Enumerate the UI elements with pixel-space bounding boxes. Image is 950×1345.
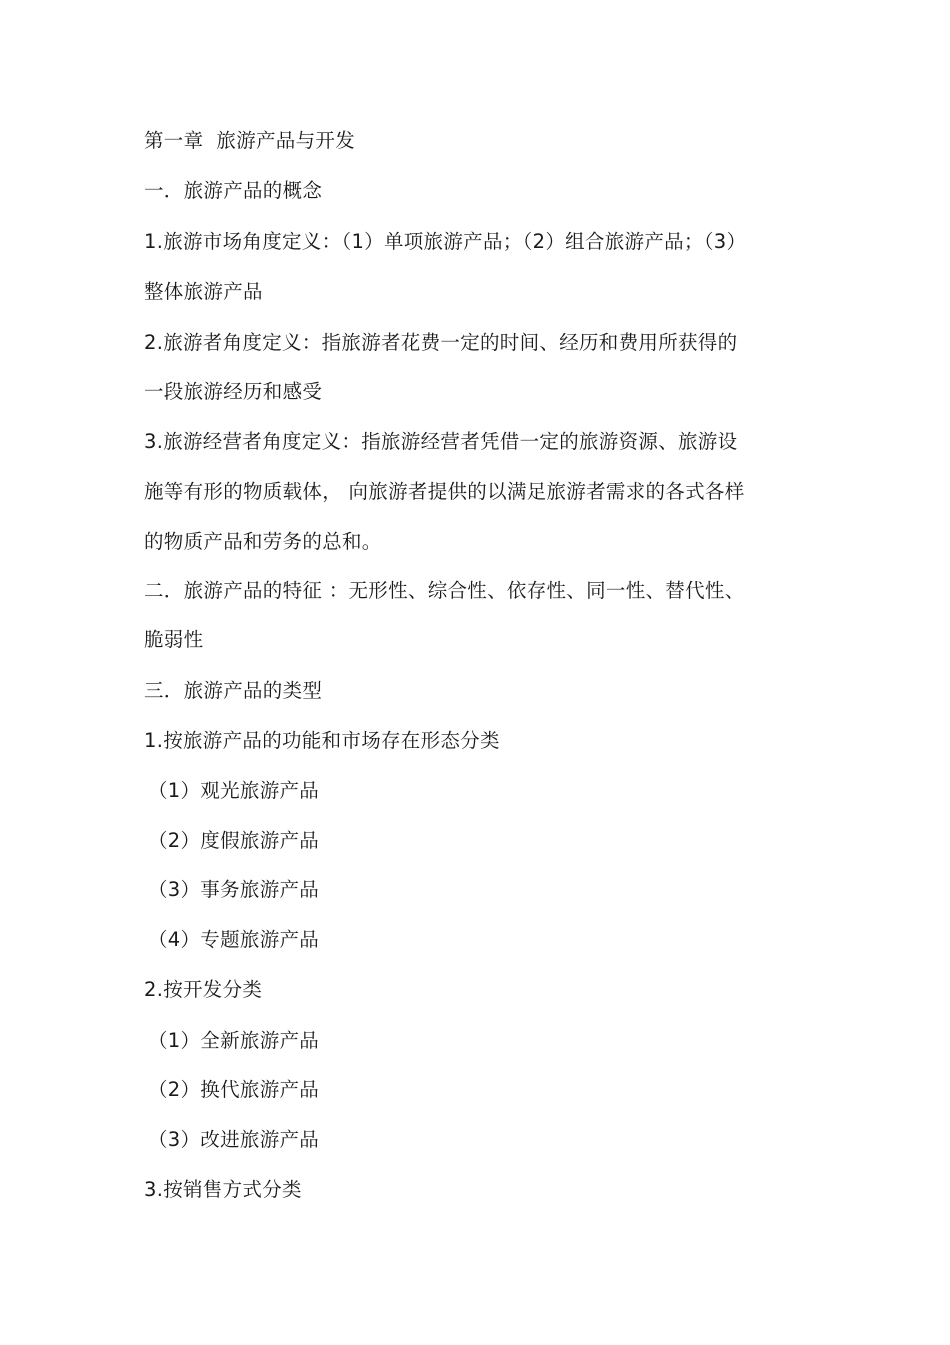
subsection-heading: 3.按销售方式分类 xyxy=(144,1178,302,1201)
paragraph-line: 3.旅游经营者角度定义：指旅游经营者凭借一定的旅游资源、旅游设 xyxy=(144,430,738,453)
paragraph-line: 一段旅游经历和感受 xyxy=(144,380,323,403)
list-item: （2）度假旅游产品 xyxy=(148,829,320,852)
section-heading: 二．旅游产品的特征 ：无形性、综合性、依存性、同一性、替代性、 xyxy=(144,579,745,602)
paragraph-line: 1.旅游市场角度定义：（1）单项旅游产品；（2）组合旅游产品；（3） xyxy=(144,230,747,253)
paragraph-line: 施等有形的物质载体， 向旅游者提供的以满足旅游者需求的各式各样 xyxy=(144,480,745,503)
section-heading: 三．旅游产品的类型 xyxy=(144,679,323,702)
list-item: （3）改进旅游产品 xyxy=(148,1128,320,1151)
list-item: （2）换代旅游产品 xyxy=(148,1078,320,1101)
chapter-title: 第一章 旅游产品与开发 xyxy=(144,129,355,152)
section-heading: 一．旅游产品的概念 xyxy=(144,179,323,202)
paragraph-line: 脆弱性 xyxy=(144,628,204,651)
paragraph-line: 2.旅游者角度定义：指旅游者花费一定的时间、经历和费用所获得的 xyxy=(144,331,738,354)
subsection-heading: 1.按旅游产品的功能和市场存在形态分类 xyxy=(144,729,500,752)
subsection-heading: 2.按开发分类 xyxy=(144,978,263,1001)
list-item: （1）全新旅游产品 xyxy=(148,1029,320,1052)
paragraph-line: 的物质产品和劳务的总和。 xyxy=(144,530,382,553)
list-item: （4）专题旅游产品 xyxy=(148,928,320,951)
list-item: （3）事务旅游产品 xyxy=(148,878,320,901)
list-item: （1）观光旅游产品 xyxy=(148,779,320,802)
paragraph-line: 整体旅游产品 xyxy=(144,280,263,303)
